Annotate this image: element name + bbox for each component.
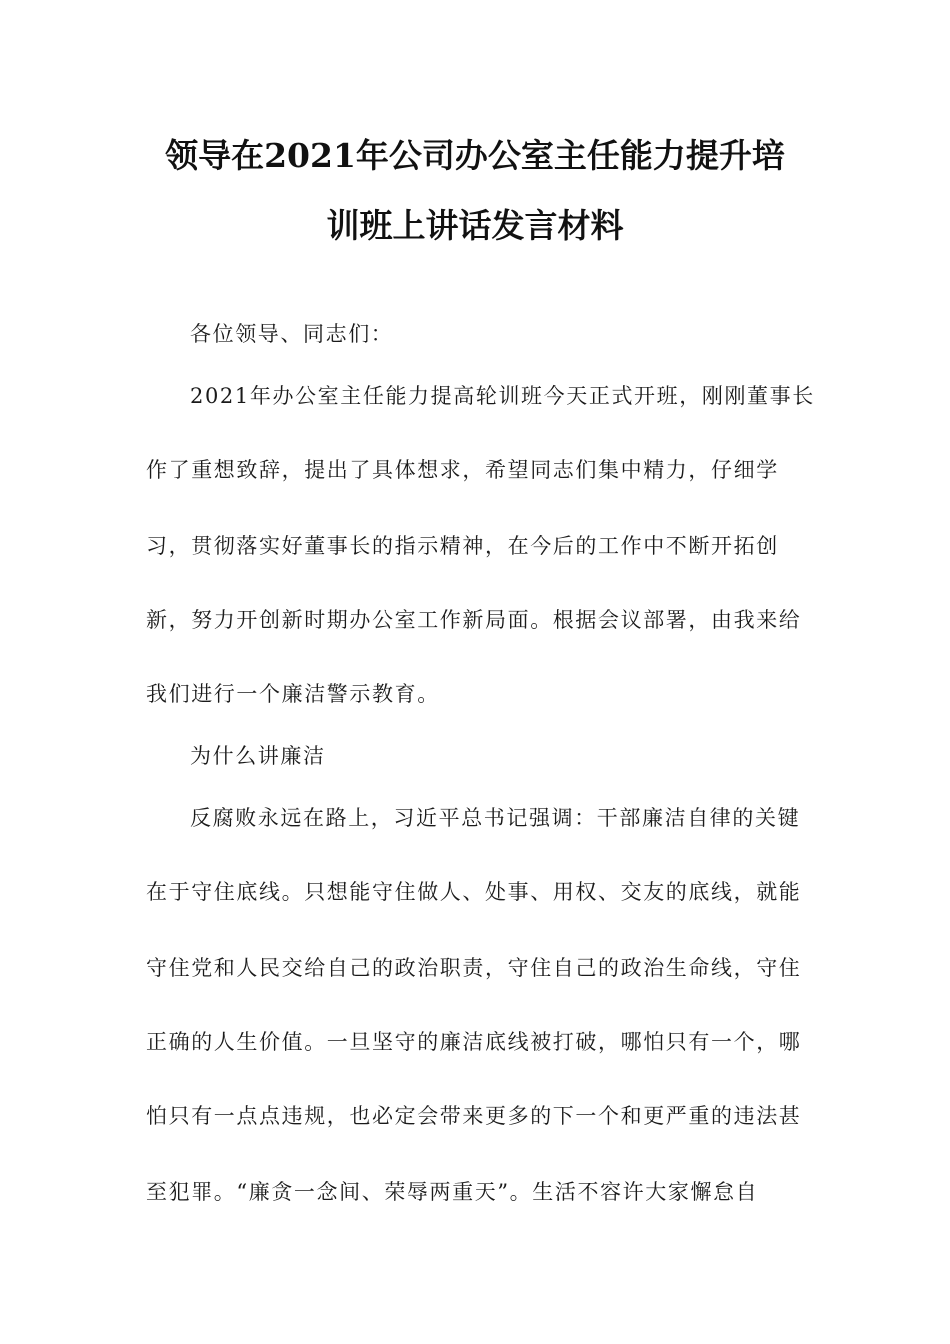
body-line: 习，贯彻落实好董事长的指示精神，在今后的工作中不断开拓创 (146, 534, 779, 558)
document-title-line-1: 领导在2021年公司办公室主任能力提升培 (165, 136, 785, 175)
body-line: 2021年办公室主任能力提高轮训班今天正式开班，刚刚董事长 (190, 384, 815, 408)
body-line: 作了重想致辞，提出了具体想求，希望同志们集中精力，仔细学 (146, 458, 779, 482)
salutation: 各位领导、同志们： (190, 322, 394, 346)
body-line: 怕只有一点点违规，也必定会带来更多的下一个和更严重的违法甚 (146, 1104, 802, 1128)
body-line: 守住党和人民交给自己的政治职责，守住自己的政治生命线，守住 (146, 956, 802, 980)
body-line: 在于守住底线。只想能守住做人、处事、用权、交友的底线，就能 (146, 880, 802, 904)
body-line: 新，努力开创新时期办公室工作新局面。根据会议部署，由我来给 (146, 608, 802, 632)
body-line: 至犯罪。“廉贪一念间、荣辱两重天”。生活不容许大家懈怠自 (146, 1180, 759, 1204)
section-heading: 为什么讲廉洁 (190, 744, 326, 768)
document-title-line-2: 训班上讲话发言材料 (326, 206, 624, 245)
body-line: 反腐败永远在路上，习近平总书记强调：干部廉洁自律的关键 (190, 806, 801, 830)
body-line: 我们进行一个廉洁警示教育。 (146, 682, 440, 706)
body-line: 正确的人生价值。一旦坚守的廉洁底线被打破，哪怕只有一个，哪 (146, 1030, 802, 1054)
